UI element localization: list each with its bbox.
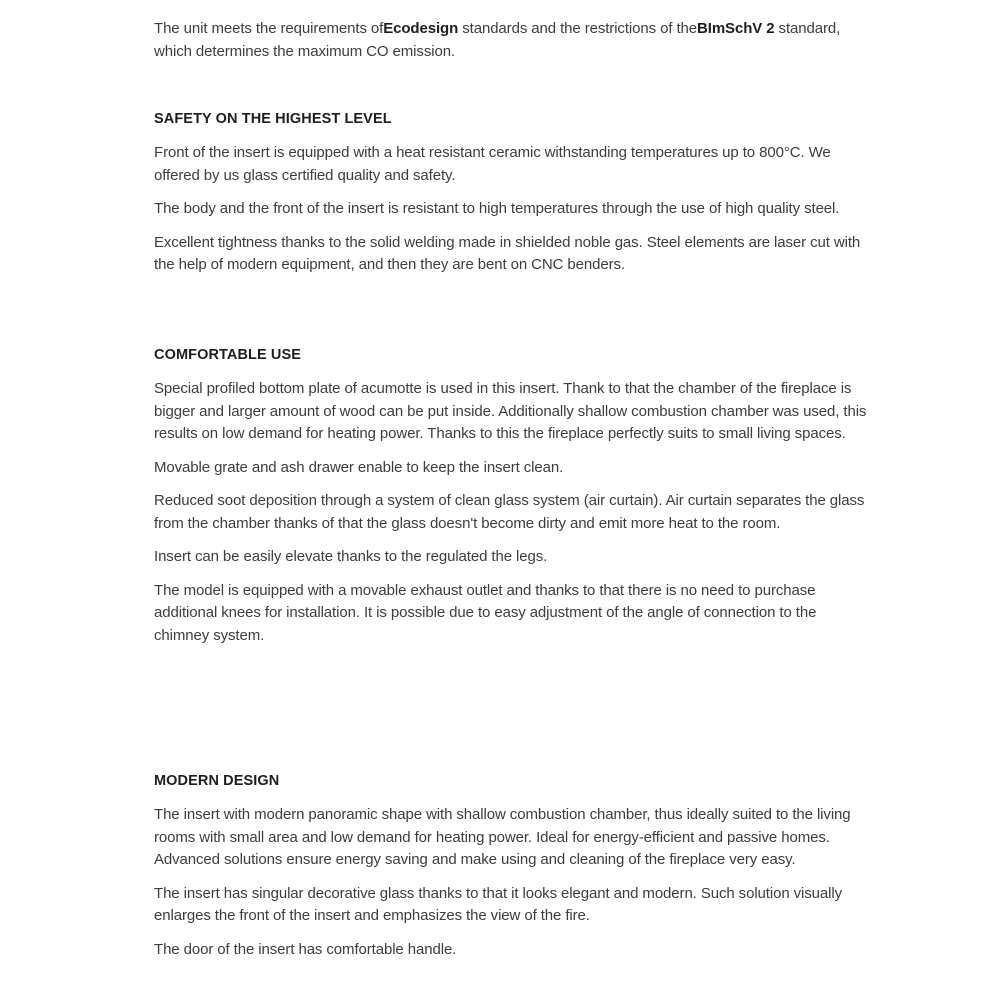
intro-text-end: standard, which determines the maximum CO emission. <box>154 20 841 60</box>
comfort-paragraph-4: Insert can be easily elevate thanks to the regulated the legs. <box>154 548 548 565</box>
comfort-paragraph-2: Movable grate and ash drawer enable to keep the insert clean. <box>154 458 564 476</box>
intro-text-start: The unit meets the requirements of <box>154 20 384 37</box>
intro-paragraph <box>154 18 874 63</box>
safety-section <box>154 108 874 277</box>
comfort-paragraph-1: Special profiled bottom plate of acumotte is used in this insert. Thank to that the chamber of the fireplace is bigger and larger amount of wood can be put inside. Additionally shallow combustion chamber was used, this results on low demand for heating power. Thanks to this the fireplace perfectly suits to small living spaces. <box>154 380 867 442</box>
design-paragraph-2: The insert has singular decorative glass thanks to that it looks elegant and modern. Such solution visually enlarges the front of the insert and emphasizes the view of the fire. <box>154 884 843 924</box>
design-paragraph-1: The insert with modern panoramic shape with shallow combustion chamber, thus ideally suited to the living rooms with small area and low demand for heating power. Ideal for energy-efficient and passive homes. Advanced solutions ensure energy saving and make using and cleaning of the fireplace very easy. <box>154 806 851 868</box>
design-section <box>154 770 874 961</box>
intro-section <box>154 18 874 63</box>
design-heading: MODERN DESIGN <box>154 773 280 789</box>
safety-paragraph-1: Front of the insert is equipped with a heat resistant ceramic withstanding temperatures up to 800°C. We offered by us glass certified quality and safety. <box>154 144 831 184</box>
intro-text-middle: standards and the restrictions of the <box>458 20 698 37</box>
bimschv-bold: BImSchV 2 <box>697 20 775 37</box>
comfort-paragraph-5: The model is equipped with a movable exhaust outlet and thanks to that there is no need to purchase additional knees for installation. It is possible due to easy adjustment of the angle of connection to the chimney system. <box>154 581 817 644</box>
safety-paragraph-2: The body and the front of the insert is resistant to high temperatures through the use of high quality steel. <box>154 200 840 217</box>
safety-paragraph-3: Excellent tightness thanks to the solid welding made in shielded noble gas. Steel elements are laser cut with the help of modern equipment, and then they are bent on CNC benders. <box>154 233 861 273</box>
design-paragraph-3: The door of the insert has comfortable handle. <box>154 940 457 958</box>
comfort-paragraph-3: Reduced soot deposition through a system of clean glass system (air curtain). Air curtain separates the glass from the chamber thanks of that the glass doesn't become dirty and emit more heat to the room. <box>154 492 865 532</box>
ecodesign-bold: Ecodesign <box>383 20 459 37</box>
comfort-section <box>154 344 874 647</box>
comfort-heading: COMFORTABLE USE <box>154 347 302 363</box>
safety-heading: SAFETY ON THE HIGHEST LEVEL <box>154 111 392 127</box>
